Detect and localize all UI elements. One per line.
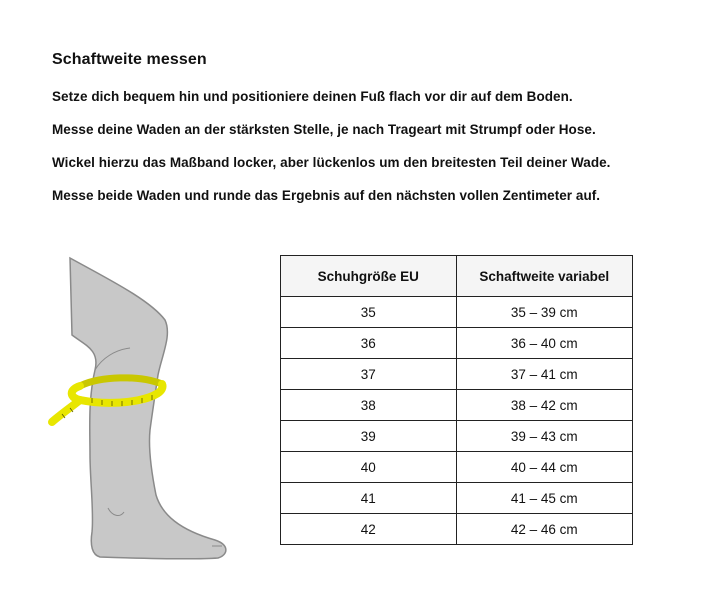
table-row — [281, 390, 633, 421]
shaft-width-cell: 37 – 41 cm — [456, 359, 633, 390]
table-row — [281, 483, 633, 514]
shoe-size-cell: 38 — [281, 390, 457, 421]
instruction-4: Messe beide Waden und runde das Ergebnis auf den nächsten vollen Zentimeter auf. — [52, 188, 601, 203]
shoe-size-cell: 40 — [281, 452, 457, 483]
instruction-3: Wickel hierzu das Maßband locker, aber lückenlos um den breitesten Teil deiner Wade. — [52, 155, 611, 170]
shaft-width-cell: 41 – 45 cm — [456, 483, 633, 514]
shaft-width-cell: 39 – 43 cm — [456, 421, 633, 452]
shaft-width-cell: 38 – 42 cm — [456, 390, 633, 421]
shoe-size-cell: 39 — [281, 421, 457, 452]
table-row — [281, 297, 633, 328]
table-row — [281, 514, 633, 545]
instruction-2: Messe deine Waden an der stärksten Stelle, je nach Trageart mit Strumpf oder Hose. — [52, 122, 596, 137]
shaft-width-cell: 42 – 46 cm — [456, 514, 633, 545]
table-header-row — [281, 256, 633, 297]
size-table — [280, 255, 633, 545]
page-title: Schaftweite messen — [52, 51, 207, 68]
column-header-shaft-width: Schaftweite variabel — [456, 256, 633, 297]
shaft-width-cell: 40 – 44 cm — [456, 452, 633, 483]
shoe-size-cell: 37 — [281, 359, 457, 390]
shaft-width-cell: 36 – 40 cm — [456, 328, 633, 359]
table-row — [281, 359, 633, 390]
shoe-size-cell: 41 — [281, 483, 457, 514]
shoe-size-cell: 42 — [281, 514, 457, 545]
leg-silhouette — [70, 258, 226, 559]
table-row — [281, 328, 633, 359]
shaft-width-cell: 35 – 39 cm — [456, 297, 633, 328]
table-row — [281, 421, 633, 452]
instruction-1: Setze dich bequem hin und positioniere deinen Fuß flach vor dir auf dem Boden. — [52, 89, 573, 104]
leg-measuring-tape-illustration — [40, 250, 250, 570]
column-header-shoe-size: Schuhgröße EU — [281, 256, 457, 297]
shoe-size-cell: 35 — [281, 297, 457, 328]
shoe-size-cell: 36 — [281, 328, 457, 359]
measuring-tape-end — [52, 400, 80, 422]
table-row — [281, 452, 633, 483]
